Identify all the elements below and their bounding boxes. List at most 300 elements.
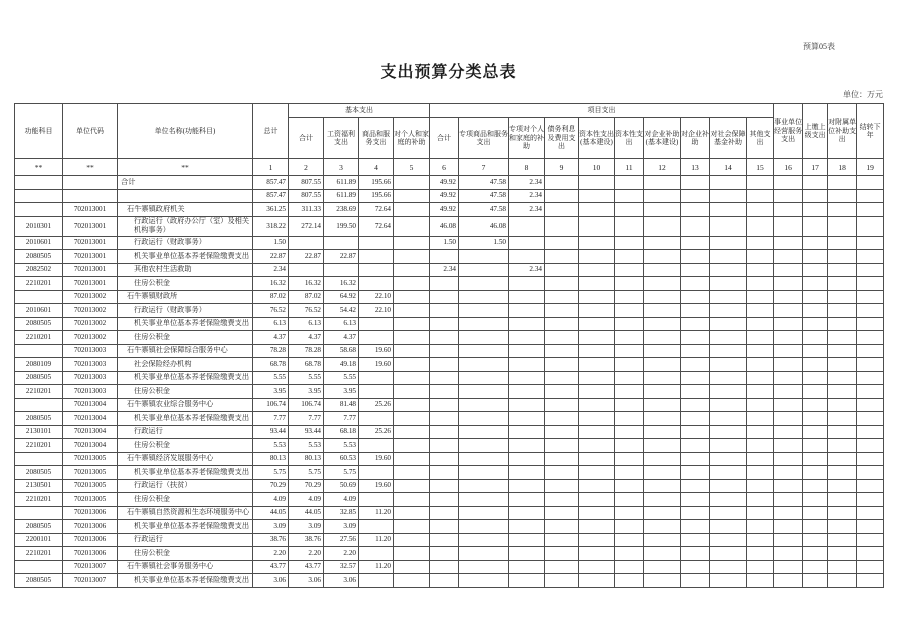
index-cell: ** [118, 159, 253, 176]
cell-unit-name: 行政运行（财政事务） [118, 236, 253, 250]
cell-value: 70.29 [253, 479, 289, 493]
cell-value [430, 277, 459, 291]
cell-value [710, 466, 747, 480]
cell-value [747, 479, 774, 493]
cell-function-code: 2080505 [15, 574, 63, 588]
header-affiliated-subsidy: 对附属单位补助支出 [828, 104, 857, 159]
cell-value: 361.25 [253, 203, 289, 217]
cell-value [644, 547, 681, 561]
cell-value [747, 493, 774, 507]
cell-value [747, 547, 774, 561]
table-row [15, 290, 884, 304]
cell-function-code: 2080505 [15, 371, 63, 385]
cell-value [430, 533, 459, 547]
cell-value [747, 371, 774, 385]
cell-value [579, 331, 615, 345]
cell-value [803, 439, 828, 453]
table-row [15, 398, 884, 412]
cell-function-code: 2130101 [15, 425, 63, 439]
cell-value [430, 344, 459, 358]
cell-value [857, 439, 884, 453]
cell-value: 318.22 [253, 216, 289, 236]
cell-value: 3.09 [253, 520, 289, 534]
cell-value [359, 520, 394, 534]
cell-value: 70.29 [289, 479, 324, 493]
cell-value [359, 412, 394, 426]
cell-value [828, 176, 857, 190]
cell-value [803, 425, 828, 439]
cell-unit-code: 702013005 [63, 452, 118, 466]
cell-value [579, 506, 615, 520]
cell-value [289, 263, 324, 277]
cell-value [857, 425, 884, 439]
cell-value [509, 371, 545, 385]
cell-value: 2.34 [430, 263, 459, 277]
cell-value [394, 493, 430, 507]
cell-value [803, 547, 828, 561]
cell-value [430, 466, 459, 480]
cell-unit-code: 702013004 [63, 412, 118, 426]
cell-value: 4.37 [289, 331, 324, 345]
cell-value: 272.14 [289, 216, 324, 236]
index-cell: 18 [828, 159, 857, 176]
cell-value [710, 439, 747, 453]
cell-value [710, 425, 747, 439]
table-header [15, 104, 884, 176]
cell-function-code: 2080109 [15, 358, 63, 372]
cell-value [803, 331, 828, 345]
cell-value [644, 358, 681, 372]
cell-value: 47.58 [459, 176, 509, 190]
cell-value [857, 533, 884, 547]
cell-value [579, 263, 615, 277]
index-cell: 2 [289, 159, 324, 176]
cell-value [579, 358, 615, 372]
cell-value: 44.05 [253, 506, 289, 520]
cell-value [545, 398, 579, 412]
cell-value [430, 452, 459, 466]
cell-value [710, 176, 747, 190]
cell-value [430, 547, 459, 561]
cell-value: 11.20 [359, 533, 394, 547]
cell-value [857, 203, 884, 217]
cell-value [828, 533, 857, 547]
cell-value [545, 520, 579, 534]
cell-unit-name: 机关事业单位基本养老保险缴费支出 [118, 574, 253, 588]
header-project-capital: 资本性支出 [615, 118, 644, 159]
cell-value [394, 452, 430, 466]
cell-unit-code: 702013007 [63, 560, 118, 574]
cell-function-code: 2010601 [15, 236, 63, 250]
cell-value [681, 479, 710, 493]
cell-value: 2.34 [509, 203, 545, 217]
cell-unit-name: 行政运行（政府办公厅（室）及相关机构事务） [118, 216, 253, 236]
cell-value [579, 452, 615, 466]
cell-unit-code: 702013006 [63, 520, 118, 534]
cell-value [509, 398, 545, 412]
cell-unit-code: 702013002 [63, 331, 118, 345]
cell-value: 611.89 [324, 176, 359, 190]
cell-value [394, 385, 430, 399]
cell-value [710, 277, 747, 291]
cell-value [710, 216, 747, 236]
cell-value: 199.50 [324, 216, 359, 236]
index-cell: 3 [324, 159, 359, 176]
cell-value [394, 189, 430, 203]
cell-value [644, 176, 681, 190]
cell-function-code: 2080505 [15, 520, 63, 534]
header-project-total: 合计 [430, 118, 459, 159]
cell-value [615, 398, 644, 412]
cell-value: 93.44 [289, 425, 324, 439]
cell-value [803, 385, 828, 399]
cell-value [579, 520, 615, 534]
cell-value [644, 466, 681, 480]
cell-value [644, 533, 681, 547]
cell-value: 22.87 [253, 250, 289, 264]
cell-value [359, 371, 394, 385]
cell-value [394, 533, 430, 547]
cell-value [394, 560, 430, 574]
cell-value [857, 574, 884, 588]
cell-value: 611.89 [324, 189, 359, 203]
cell-value [545, 412, 579, 426]
cell-value: 16.32 [324, 277, 359, 291]
cell-unit-code: 702013001 [63, 263, 118, 277]
cell-value: 47.58 [459, 189, 509, 203]
cell-value [644, 317, 681, 331]
cell-value [644, 439, 681, 453]
cell-value [828, 547, 857, 561]
cell-value [459, 385, 509, 399]
cell-value [509, 344, 545, 358]
cell-value [681, 385, 710, 399]
cell-unit-name: 机关事业单位基本养老保险缴费支出 [118, 412, 253, 426]
index-cell: 19 [857, 159, 884, 176]
index-cell: 16 [774, 159, 803, 176]
header-carryover: 结转下年 [857, 104, 884, 159]
cell-unit-code [63, 176, 118, 190]
cell-value [394, 520, 430, 534]
cell-value [579, 371, 615, 385]
cell-unit-name: 住房公积金 [118, 439, 253, 453]
table-row [15, 452, 884, 466]
cell-value [509, 547, 545, 561]
cell-value [747, 250, 774, 264]
cell-value [545, 439, 579, 453]
index-cell: 14 [710, 159, 747, 176]
cell-value [545, 236, 579, 250]
cell-value [579, 189, 615, 203]
cell-value [509, 466, 545, 480]
cell-value [774, 385, 803, 399]
table-row [15, 506, 884, 520]
cell-value [747, 452, 774, 466]
cell-value: 78.28 [289, 344, 324, 358]
cell-value [828, 371, 857, 385]
cell-value: 78.28 [253, 344, 289, 358]
cell-value [828, 290, 857, 304]
cell-value: 16.32 [289, 277, 324, 291]
cell-function-code: 2082502 [15, 263, 63, 277]
cell-value [545, 452, 579, 466]
cell-value: 16.32 [253, 277, 289, 291]
cell-value [579, 203, 615, 217]
cell-value [803, 574, 828, 588]
cell-value: 3.95 [253, 385, 289, 399]
cell-value [857, 216, 884, 236]
cell-value [803, 189, 828, 203]
header-unit-name: 单位名称(功能科目) [118, 104, 253, 159]
cell-value [615, 439, 644, 453]
cell-value [430, 331, 459, 345]
cell-value [545, 176, 579, 190]
cell-value [615, 216, 644, 236]
cell-value [615, 560, 644, 574]
cell-value [857, 290, 884, 304]
cell-value: 807.55 [289, 189, 324, 203]
cell-value [545, 344, 579, 358]
cell-value [710, 560, 747, 574]
cell-value: 1.50 [459, 236, 509, 250]
cell-value: 76.52 [289, 304, 324, 318]
cell-value: 857.47 [253, 189, 289, 203]
cell-value [644, 506, 681, 520]
cell-value [710, 331, 747, 345]
cell-value [681, 452, 710, 466]
cell-value: 22.10 [359, 290, 394, 304]
cell-value [394, 466, 430, 480]
cell-value [509, 277, 545, 291]
cell-value [509, 479, 545, 493]
cell-value: 2.20 [253, 547, 289, 561]
cell-value [430, 358, 459, 372]
cell-value [681, 263, 710, 277]
cell-value: 25.26 [359, 425, 394, 439]
header-project-other: 其他支出 [747, 118, 774, 159]
cell-value [803, 290, 828, 304]
cell-value [459, 250, 509, 264]
table-row [15, 425, 884, 439]
cell-value [774, 290, 803, 304]
cell-value [430, 520, 459, 534]
header-project-personal: 专项对个人和家庭的补助 [509, 118, 545, 159]
cell-value: 22.87 [289, 250, 324, 264]
cell-value [615, 479, 644, 493]
cell-value [747, 216, 774, 236]
cell-value [509, 385, 545, 399]
cell-value [459, 479, 509, 493]
cell-value: 80.13 [253, 452, 289, 466]
cell-value [545, 358, 579, 372]
cell-value [710, 520, 747, 534]
cell-value [459, 466, 509, 480]
cell-value [430, 425, 459, 439]
cell-value: 50.69 [324, 479, 359, 493]
cell-value [774, 263, 803, 277]
cell-value [710, 317, 747, 331]
cell-value [747, 263, 774, 277]
cell-value [459, 412, 509, 426]
cell-value [394, 176, 430, 190]
cell-value [459, 358, 509, 372]
cell-value [579, 317, 615, 331]
cell-value [459, 493, 509, 507]
cell-value [459, 574, 509, 588]
cell-value [681, 560, 710, 574]
cell-value [747, 203, 774, 217]
cell-value [509, 290, 545, 304]
cell-value [579, 385, 615, 399]
cell-value: 2.20 [324, 547, 359, 561]
cell-function-code [15, 290, 63, 304]
cell-value [774, 216, 803, 236]
cell-value [681, 547, 710, 561]
cell-value: 5.75 [324, 466, 359, 480]
cell-value [747, 290, 774, 304]
cell-value [615, 176, 644, 190]
cell-unit-name: 机关事业单位基本养老保险缴费支出 [118, 317, 253, 331]
cell-value: 49.92 [430, 189, 459, 203]
cell-value [681, 203, 710, 217]
cell-value [828, 493, 857, 507]
cell-value [509, 250, 545, 264]
cell-value: 38.76 [253, 533, 289, 547]
cell-unit-code: 702013003 [63, 344, 118, 358]
cell-value [774, 506, 803, 520]
cell-value: 807.55 [289, 176, 324, 190]
table-row [15, 371, 884, 385]
budget-table [14, 103, 884, 588]
table-row [15, 560, 884, 574]
cell-value: 68.78 [253, 358, 289, 372]
cell-value [289, 236, 324, 250]
cell-unit-name: 石牛寨镇经济发展服务中心 [118, 452, 253, 466]
cell-value [644, 398, 681, 412]
table-row [15, 176, 884, 190]
cell-value [545, 560, 579, 574]
cell-value [579, 533, 615, 547]
cell-value [459, 506, 509, 520]
cell-unit-name: 其他农村生活救助 [118, 263, 253, 277]
cell-value [681, 439, 710, 453]
cell-unit-code: 702013002 [63, 317, 118, 331]
cell-value [359, 466, 394, 480]
cell-value [615, 290, 644, 304]
cell-value [545, 263, 579, 277]
cell-value [681, 344, 710, 358]
cell-value [394, 439, 430, 453]
cell-value [747, 412, 774, 426]
cell-value [857, 385, 884, 399]
cell-function-code: 2010601 [15, 304, 63, 318]
table-row [15, 574, 884, 588]
cell-value [710, 358, 747, 372]
cell-function-code: 2210201 [15, 385, 63, 399]
cell-value [394, 250, 430, 264]
index-cell: 1 [253, 159, 289, 176]
cell-value [710, 493, 747, 507]
cell-value [579, 344, 615, 358]
cell-unit-code: 702013004 [63, 439, 118, 453]
cell-value [545, 250, 579, 264]
cell-unit-name: 行政运行（财政事务） [118, 304, 253, 318]
cell-value [615, 547, 644, 561]
table-row [15, 236, 884, 250]
cell-value: 19.60 [359, 452, 394, 466]
cell-value: 3.06 [324, 574, 359, 588]
cell-value: 43.77 [253, 560, 289, 574]
cell-value [828, 358, 857, 372]
cell-value: 5.55 [253, 371, 289, 385]
table-body [15, 176, 884, 588]
header-group-basic: 基本支出 [289, 104, 430, 118]
cell-value [747, 304, 774, 318]
index-cell: 8 [509, 159, 545, 176]
cell-unit-code: 702013002 [63, 290, 118, 304]
cell-value [359, 263, 394, 277]
cell-value: 58.68 [324, 344, 359, 358]
cell-value [747, 277, 774, 291]
cell-value [681, 304, 710, 318]
cell-value [857, 452, 884, 466]
cell-value [681, 520, 710, 534]
cell-value [747, 574, 774, 588]
cell-unit-code: 702013002 [63, 304, 118, 318]
cell-unit-code: 702013001 [63, 216, 118, 236]
cell-value: 47.58 [459, 203, 509, 217]
cell-value [803, 533, 828, 547]
cell-value [644, 452, 681, 466]
cell-value [774, 466, 803, 480]
cell-value: 32.85 [324, 506, 359, 520]
cell-unit-code: 702013005 [63, 479, 118, 493]
cell-value [644, 203, 681, 217]
cell-function-code [15, 398, 63, 412]
cell-value [509, 412, 545, 426]
index-cell: 6 [430, 159, 459, 176]
cell-value [459, 304, 509, 318]
cell-value [644, 236, 681, 250]
cell-value [545, 290, 579, 304]
cell-value [828, 250, 857, 264]
cell-value [394, 425, 430, 439]
cell-value [459, 344, 509, 358]
cell-value [509, 493, 545, 507]
cell-value: 87.02 [289, 290, 324, 304]
cell-value [803, 466, 828, 480]
cell-value [359, 574, 394, 588]
cell-value [430, 506, 459, 520]
cell-value [828, 560, 857, 574]
cell-value [857, 493, 884, 507]
table-row [15, 479, 884, 493]
header-project-debt: 债务利息及费用支出 [545, 118, 579, 159]
cell-unit-code: 702013007 [63, 574, 118, 588]
cell-unit-name: 石牛寨镇政府机关 [118, 203, 253, 217]
cell-value [509, 439, 545, 453]
cell-value [774, 452, 803, 466]
cell-value [710, 189, 747, 203]
cell-value: 2.34 [509, 176, 545, 190]
cell-value: 43.77 [289, 560, 324, 574]
cell-value [774, 439, 803, 453]
cell-value [394, 304, 430, 318]
cell-value [359, 547, 394, 561]
cell-value [681, 533, 710, 547]
index-cell: 10 [579, 159, 615, 176]
cell-value [394, 290, 430, 304]
